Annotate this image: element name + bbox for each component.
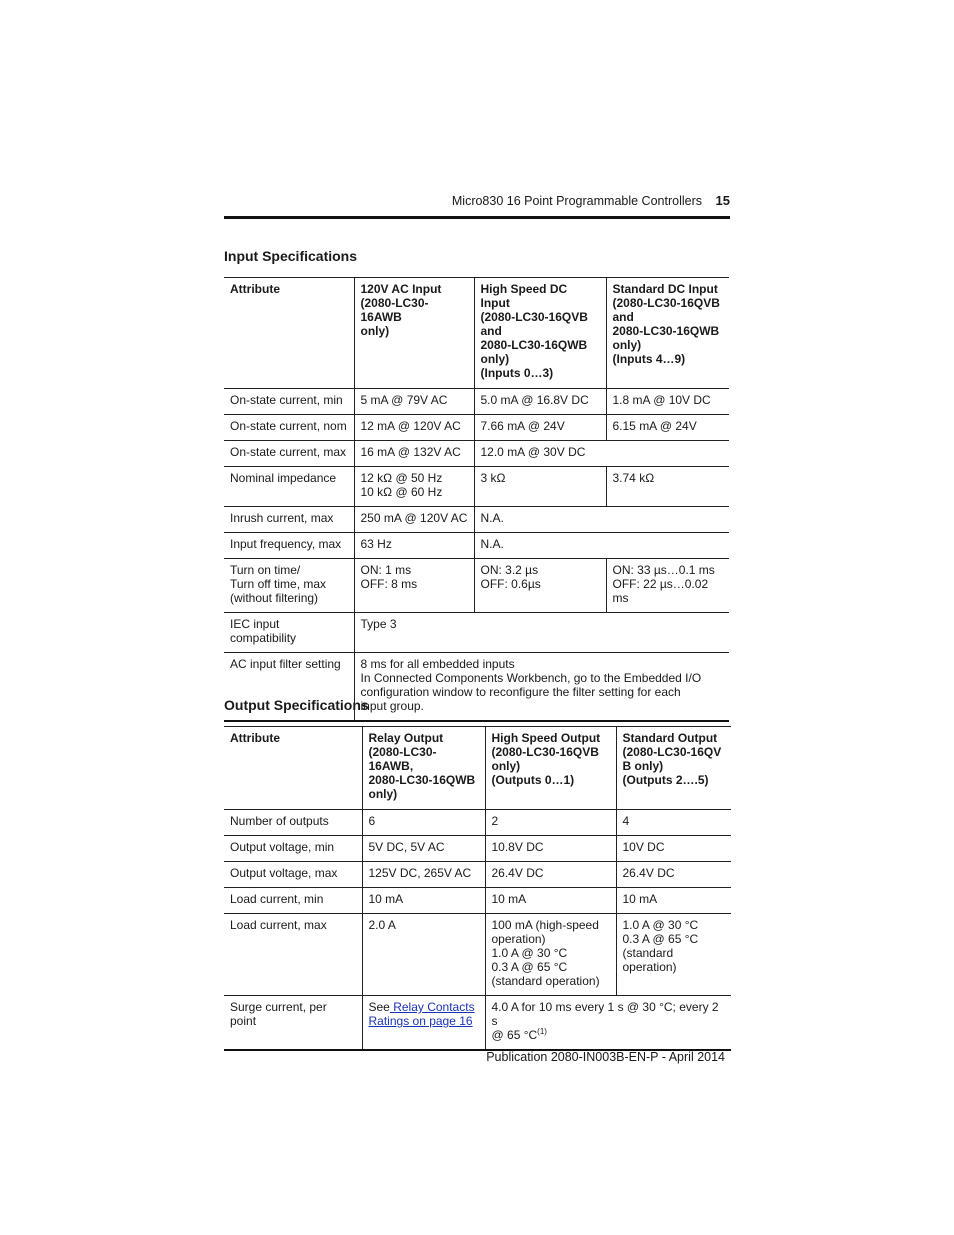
value-cell: 63 Hz bbox=[354, 533, 474, 559]
value-cell: 3.74 kΩ bbox=[606, 467, 729, 507]
column-header-high-speed-dc-input: High Speed DC Input (2080-LC30-16QVB and 2080-LC30-16QWB only) (Inputs 0…3) bbox=[474, 278, 606, 389]
value-cell: 2 bbox=[485, 810, 616, 836]
attribute-cell: Number of outputs bbox=[224, 810, 362, 836]
value-cell: 10 mA bbox=[616, 888, 731, 914]
value-cell: 12 kΩ @ 50 Hz 10 kΩ @ 60 Hz bbox=[354, 467, 474, 507]
running-title: Micro830 16 Point Programmable Controllers bbox=[451, 194, 702, 208]
attribute-cell: Output voltage, min bbox=[224, 836, 362, 862]
column-header-relay-output: Relay Output (2080-LC30-16AWB, 2080-LC30-16QWB only) bbox=[362, 727, 485, 810]
column-header-attribute: Attribute bbox=[224, 278, 354, 389]
table-row bbox=[224, 559, 729, 613]
value-cell: 6.15 mA @ 24V bbox=[606, 415, 729, 441]
column-header-high-speed-output: High Speed Output (2080-LC30-16QVB only) (Outputs 0…1) bbox=[485, 727, 616, 810]
relay-contacts-ratings-link[interactable]: Relay Contacts Ratings on page 16 bbox=[368, 1000, 475, 1028]
table-row bbox=[224, 415, 729, 441]
attribute-cell: On-state current, max bbox=[224, 441, 354, 467]
value-cell: 12.0 mA @ 30V DC bbox=[474, 441, 729, 467]
value-cell: 7.66 mA @ 24V bbox=[474, 415, 606, 441]
attribute-cell: AC input filter setting bbox=[224, 653, 354, 722]
page-number: 15 bbox=[715, 193, 730, 208]
column-header-standard-dc-input: Standard DC Input (2080-LC30-16QVB and 2080-LC30-16QWB only) (Inputs 4…9) bbox=[606, 278, 729, 389]
attribute-cell: Load current, max bbox=[224, 914, 362, 996]
value-cell: 10 mA bbox=[485, 888, 616, 914]
attribute-cell: Turn on time/ Turn off time, max (without filtering) bbox=[224, 559, 354, 613]
attribute-cell: Inrush current, max bbox=[224, 507, 354, 533]
column-header-standard-output: Standard Output (2080-LC30-16QV B only) (Outputs 2….5) bbox=[616, 727, 731, 810]
attribute-cell: On-state current, min bbox=[224, 389, 354, 415]
value-cell: 26.4V DC bbox=[616, 862, 731, 888]
value-cell: 1.0 A @ 30 °C 0.3 A @ 65 °C (standard operation) bbox=[616, 914, 731, 996]
column-header-120v-ac-input: 120V AC Input (2080-LC30-16AWB only) bbox=[354, 278, 474, 389]
value-cell bbox=[362, 996, 485, 1051]
table-row bbox=[224, 389, 729, 415]
value-cell: 10 mA bbox=[362, 888, 485, 914]
value-cell: ON: 1 ms OFF: 8 ms bbox=[354, 559, 474, 613]
value-cell: 26.4V DC bbox=[485, 862, 616, 888]
value-cell: 2.0 A bbox=[362, 914, 485, 996]
table-row bbox=[224, 613, 729, 653]
value-cell: 12 mA @ 120V AC bbox=[354, 415, 474, 441]
value-cell: 4 bbox=[616, 810, 731, 836]
table-row bbox=[224, 996, 731, 1051]
table-header-row bbox=[224, 278, 729, 389]
value-cell: 10.8V DC bbox=[485, 836, 616, 862]
value-cell: 1.8 mA @ 10V DC bbox=[606, 389, 729, 415]
table-row bbox=[224, 836, 731, 862]
value-cell: 16 mA @ 132V AC bbox=[354, 441, 474, 467]
output-specifications-heading: Output Specifications bbox=[224, 697, 369, 713]
output-specifications-table bbox=[224, 726, 731, 1051]
attribute-cell: Surge current, per point bbox=[224, 996, 362, 1051]
table-row bbox=[224, 507, 729, 533]
value-cell: ON: 33 µs…0.1 ms OFF: 22 µs…0.02 ms bbox=[606, 559, 729, 613]
value-cell: 5.0 mA @ 16.8V DC bbox=[474, 389, 606, 415]
table-row bbox=[224, 810, 731, 836]
table-row bbox=[224, 914, 731, 996]
table-header-row bbox=[224, 727, 731, 810]
table-row bbox=[224, 888, 731, 914]
attribute-cell: Input frequency, max bbox=[224, 533, 354, 559]
attribute-cell: Load current, min bbox=[224, 888, 362, 914]
value-cell: ON: 3.2 µs OFF: 0.6µs bbox=[474, 559, 606, 613]
page-header bbox=[224, 192, 730, 219]
value-cell: 125V DC, 265V AC bbox=[362, 862, 485, 888]
input-specifications-heading: Input Specifications bbox=[224, 248, 358, 264]
value-cell: 250 mA @ 120V AC bbox=[354, 507, 474, 533]
value-cell: N.A. bbox=[474, 533, 729, 559]
value-cell: 8 ms for all embedded inputs In Connected Components Workbench, go to the Embedded I/O configuration window to reconfigure the filter setting for each input group. bbox=[354, 653, 729, 722]
value-cell: 10V DC bbox=[616, 836, 731, 862]
column-header-attribute: Attribute bbox=[224, 727, 362, 810]
table-row bbox=[224, 533, 729, 559]
input-specifications-table bbox=[224, 277, 729, 722]
attribute-cell: Nominal impedance bbox=[224, 467, 354, 507]
see-text: See bbox=[368, 1000, 390, 1014]
table-row bbox=[224, 862, 731, 888]
surge-value: 4.0 A for 10 ms every 1 s @ 30 °C; every 2 s @ 65 °C bbox=[491, 1000, 719, 1042]
attribute-cell: Output voltage, max bbox=[224, 862, 362, 888]
table-row bbox=[224, 467, 729, 507]
value-cell: 100 mA (high-speed operation) 1.0 A @ 30 °C 0.3 A @ 65 °C (standard operation) bbox=[485, 914, 616, 996]
attribute-cell: IEC input compatibility bbox=[224, 613, 354, 653]
value-cell bbox=[485, 996, 731, 1051]
table-row bbox=[224, 441, 729, 467]
footnote-marker: (1) bbox=[537, 1027, 547, 1036]
value-cell: 5V DC, 5V AC bbox=[362, 836, 485, 862]
value-cell: Type 3 bbox=[354, 613, 729, 653]
value-cell: N.A. bbox=[474, 507, 729, 533]
value-cell: 3 kΩ bbox=[474, 467, 606, 507]
value-cell: 5 mA @ 79V AC bbox=[354, 389, 474, 415]
publication-footer: Publication 2080-IN003B-EN-P - April 2014 bbox=[486, 1050, 725, 1064]
attribute-cell: On-state current, nom bbox=[224, 415, 354, 441]
value-cell: 6 bbox=[362, 810, 485, 836]
